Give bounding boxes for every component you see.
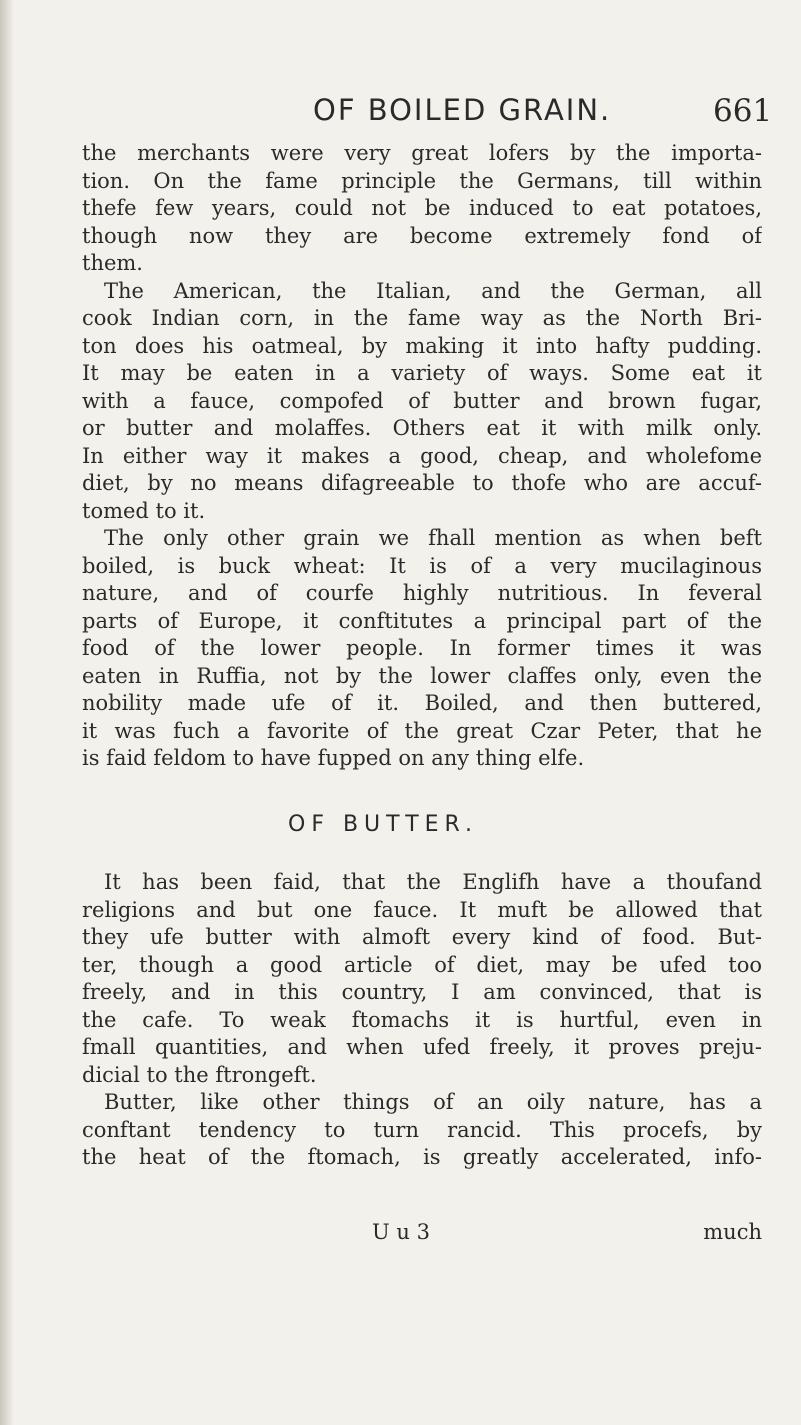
text-line: nobility made ufe of it. Boiled, and then buttered, bbox=[82, 691, 762, 715]
text-line: though now they are become extremely fond of bbox=[82, 223, 762, 248]
text-line: fmall quantities, and when ufed freely, it proves preju- bbox=[82, 1035, 762, 1059]
text-line: parts of Europe, it conftitutes a principal part of the bbox=[82, 608, 762, 633]
text-line: The only other grain we fhall mention as when beft bbox=[104, 526, 762, 550]
text-line: The American, the Italian, and the German, all bbox=[104, 278, 762, 303]
text-line: It has been faid, that the Englifh have a thoufand bbox=[104, 870, 762, 894]
body-text-top bbox=[82, 140, 762, 773]
text-line: Butter, like other things of an oily nature, has a bbox=[104, 1090, 762, 1114]
text-line: tomed to it. bbox=[82, 498, 206, 523]
text-line: them. bbox=[82, 251, 143, 275]
text-line: the merchants were very great lofers by the importa- bbox=[82, 141, 762, 165]
text-line: dicial to the ftrongeft. bbox=[82, 1062, 317, 1087]
body-text-bottom bbox=[82, 869, 762, 1172]
page-header bbox=[0, 93, 801, 133]
text-line: ter, though a good article of diet, may be ufed too bbox=[82, 952, 762, 977]
text-line: cook Indian corn, in the fame way as the North Bri- bbox=[82, 306, 762, 330]
page-binding-edge bbox=[0, 0, 14, 1425]
page-footer bbox=[82, 1218, 762, 1246]
text-line: It may be eaten in a variety of ways. Some eat it bbox=[82, 361, 762, 385]
text-line: tion. On the fame principle the Germans, till within bbox=[82, 168, 762, 193]
text-line: thefe few years, could not be induced to eat potatoes, bbox=[82, 196, 762, 220]
text-line: nature, and of courfe highly nutritious. In feveral bbox=[82, 581, 762, 605]
text-line: ton does his oatmeal, by making it into hafty pudding. bbox=[82, 333, 762, 358]
signature-mark: U u 3 bbox=[372, 1220, 430, 1244]
catchword: much bbox=[703, 1220, 762, 1244]
text-line: it was fuch a favorite of the great Czar Peter, that he bbox=[82, 718, 762, 743]
text-line: is faid feldom to have fupped on any thing elfe. bbox=[82, 746, 585, 770]
text-line: the cafe. To weak ftomachs it is hurtful, even in bbox=[82, 1007, 762, 1032]
text-line: In either way it makes a good, cheap, and wholefome bbox=[82, 443, 762, 468]
running-title: OF BOILED GRAIN. bbox=[313, 93, 612, 127]
text-line: diet, by no means difagreeable to thofe who are accuf- bbox=[82, 471, 762, 495]
text-line: boiled, is buck wheat: It is of a very mucilaginous bbox=[82, 553, 762, 578]
text-line: with a fauce, compofed of butter and brown fugar, bbox=[82, 388, 762, 413]
page-number: 661 bbox=[713, 93, 773, 129]
text-line: they ufe butter with almoft every kind of food. But- bbox=[82, 925, 762, 949]
text-line: eaten in Ruffia, not by the lower claffes only, even the bbox=[82, 663, 762, 688]
text-line: food of the lower people. In former times it was bbox=[82, 636, 762, 660]
text-line: conftant tendency to turn rancid. This procefs, by bbox=[82, 1117, 762, 1142]
text-line: or butter and molaffes. Others eat it with milk only. bbox=[82, 416, 762, 440]
text-line: freely, and in this country, I am convinced, that is bbox=[82, 980, 762, 1004]
section-heading: OF BUTTER. bbox=[288, 812, 479, 837]
text-line: religions and but one fauce. It muft be allowed that bbox=[82, 897, 762, 922]
text-line: the heat of the ftomach, is greatly accelerated, info- bbox=[82, 1145, 762, 1169]
